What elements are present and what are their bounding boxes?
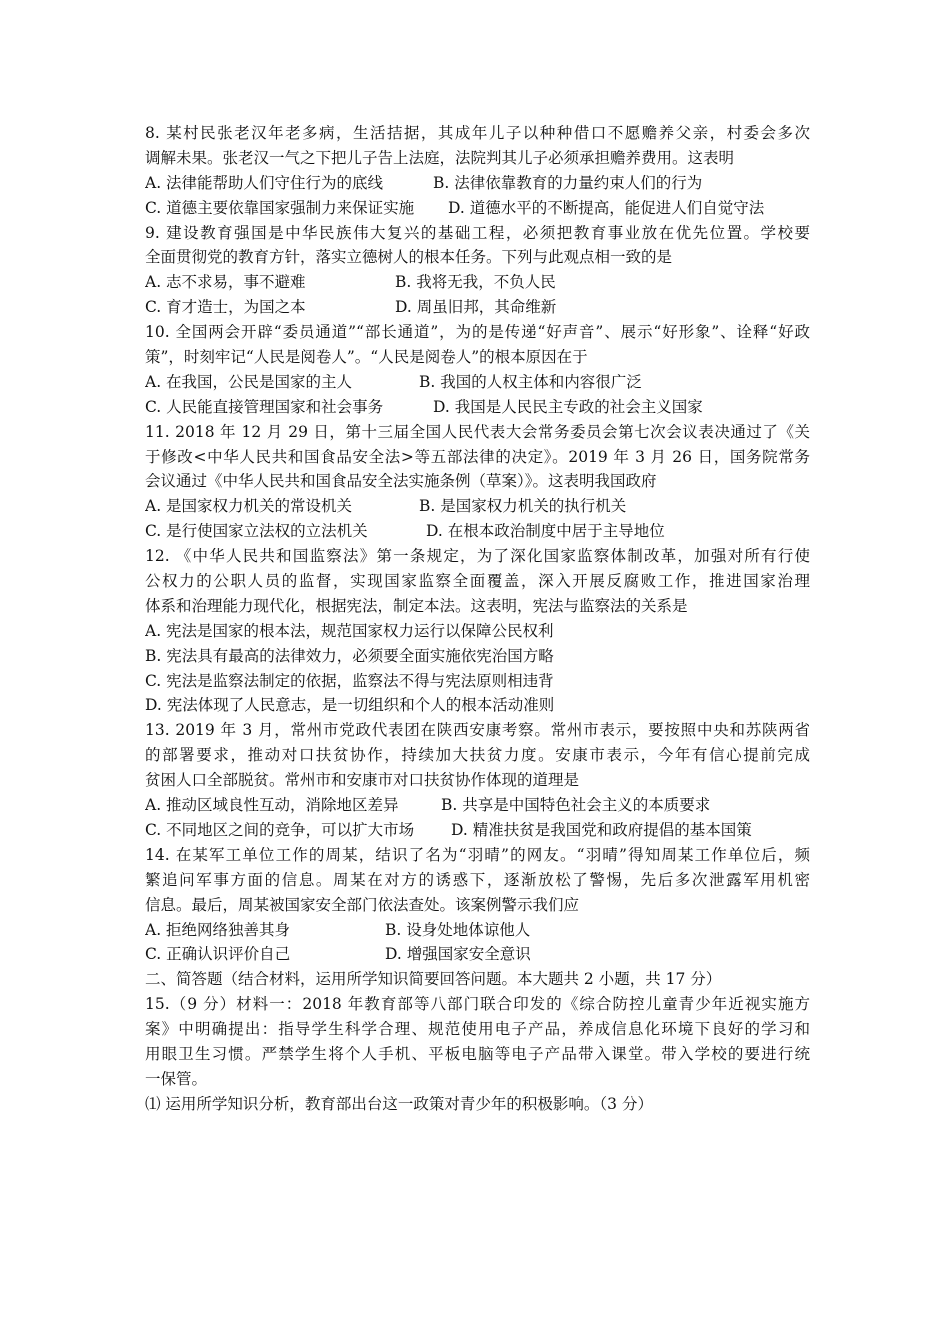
option-row <box>145 942 810 967</box>
question-stem-line: 11. 2018 年 12 月 29 日，第十三届全国人民代表大会常务委员会第七次会议表决通过了《关 <box>145 422 810 441</box>
option-row <box>145 793 810 818</box>
question-stem-line: 全面贯彻党的教育方针，落实立德树人的根本任务。下列与此观点相一致的是 <box>145 248 673 267</box>
material-line: 案》中明确提出：指导学生科学合理、规范使用电子产品，养成信息化环境下良好的学习和 <box>145 1020 810 1039</box>
question-14 <box>145 843 810 967</box>
option-d: D. 宪法体现了人民意志，是一切组织和个人的根本活动准则 <box>145 696 555 715</box>
question-stem-line: 公权力的公职人员的监督，实现国家监察全面覆盖，深入开展反腐败工作，推进国家治理 <box>145 572 810 591</box>
material-line: 15.（9 分）材料一：2018 年教育部等八部门联合印发的《综合防控儿童青少年近视实施方 <box>145 995 810 1014</box>
option-row <box>145 370 810 395</box>
option-b: B. 设身处地体谅他人 <box>385 920 531 939</box>
material-line: 用眼卫生习惯。严禁学生将个人手机、平板电脑等电子产品带入课堂。带入学校的要进行统 <box>145 1044 810 1063</box>
option-a: A. 拒绝网络独善其身 <box>145 920 291 939</box>
question-9 <box>145 221 810 321</box>
option-row <box>145 519 810 544</box>
option-c: C. 道德主要依靠国家强制力来保证实施 <box>145 198 415 217</box>
question-stem-line: 于修改<中华人民共和国食品安全法>等五部法律的决定》。2019 年 3 月 26 日，国务院常务 <box>145 447 810 466</box>
option-b: B. 是国家权力机关的执行机关 <box>419 497 627 516</box>
question-stem-line: 体系和治理能力现代化，根据宪法，制定本法。这表明，宪法与监察法的关系是 <box>145 596 688 615</box>
option-a: A. 推动区域良性互动，消除地区差异 <box>145 796 399 815</box>
option-c: C. 育才造士，为国之本 <box>145 298 306 317</box>
option-a: A. 宪法是国家的根本法，规范国家权力运行以保障公民权利 <box>145 621 554 640</box>
option-row <box>145 494 810 519</box>
option-d: D. 道德水平的不断提高，能促进人们自觉守法 <box>448 198 765 217</box>
question-stem-line: 9. 建设教育强国是中华民族伟大复兴的基础工程，必须把教育事业放在优先位置。学校要 <box>145 223 810 242</box>
question-stem-line: 策”，时刻牢记“人民是阅卷人”。“人民是阅卷人”的根本原因在于 <box>145 348 588 367</box>
option-d: D. 周虽旧邦，其命维新 <box>395 298 557 317</box>
question-15 <box>145 992 810 1116</box>
option-row <box>145 270 810 295</box>
option-d: D. 在根本政治制度中居于主导地位 <box>426 522 665 541</box>
option-d: D. 精准扶贫是我国党和政府提倡的基本国策 <box>451 820 752 839</box>
option-c: C. 不同地区之间的竞争，可以扩大市场 <box>145 820 415 839</box>
question-stem-line: 10. 全国两会开辟“委员通道”“部长通道”，为的是传递“好声音”、展示“好形象”、诠释“好政 <box>145 323 810 342</box>
option-row <box>145 818 810 843</box>
exam-page <box>145 121 810 1117</box>
question-stem-line: 繁追问军事方面的信息。周某在对方的诱惑下，逐渐放松了警惕，先后多次泄露军用机密 <box>145 870 810 889</box>
option-row <box>145 918 810 943</box>
option-row <box>145 171 810 196</box>
question-10 <box>145 320 810 420</box>
question-11 <box>145 420 810 544</box>
option-b: B. 共享是中国特色社会主义的本质要求 <box>441 796 711 815</box>
question-stem-line: 会议通过《中华人民共和国食品安全法实施条例（草案）》。这表明我国政府 <box>145 472 657 491</box>
option-b: B. 我国的人权主体和内容很广泛 <box>419 372 642 391</box>
question-stem-line: 信息。最后，周某被国家安全部门依法查处。该案例警示我们应 <box>145 895 580 914</box>
option-a: A. 在我国，公民是国家的主人 <box>145 372 353 391</box>
option-d: D. 增强国家安全意识 <box>385 945 531 964</box>
question-13 <box>145 718 810 842</box>
question-stem-line: 13. 2019 年 3 月，常州市党政代表团在陕西安康考察。常州市表示，要按照中央和苏陕两省 <box>145 721 810 740</box>
question-12 <box>145 544 810 718</box>
question-stem-line: 12. 《中华人民共和国监察法》第一条规定，为了深化国家监察体制改革，加强对所有行使 <box>145 547 810 566</box>
option-row <box>145 196 810 221</box>
option-row <box>145 295 810 320</box>
question-stem-line: 的部署要求，推动对口扶贫协作，持续加大扶贫力度。安康市表示，今年有信心提前完成 <box>145 746 810 765</box>
option-b: B. 宪法具有最高的法律效力，必须要全面实施依宪治国方略 <box>145 646 554 665</box>
option-c: C. 正确认识评价自己 <box>145 945 291 964</box>
option-c: C. 宪法是监察法制定的依据，监察法不得与宪法原则相违背 <box>145 671 554 690</box>
option-c: C. 是行使国家立法权的立法机关 <box>145 522 368 541</box>
option-a: A. 是国家权力机关的常设机关 <box>145 497 353 516</box>
question-8 <box>145 121 810 221</box>
option-b: B. 我将无我，不负人民 <box>395 273 556 292</box>
question-stem-line: 14. 在某军工单位工作的周某，结识了名为“羽晴”的网友。“羽晴”得知周某工作单位后，频 <box>145 845 810 864</box>
option-c: C. 人民能直接管理国家和社会事务 <box>145 397 384 416</box>
option-row <box>145 395 810 420</box>
option-a: A. 志不求易，事不避难 <box>145 273 306 292</box>
sub-question: ⑴ 运用所学知识分析，教育部出台这一政策对青少年的积极影响。（3 分） <box>145 1094 653 1113</box>
section-heading: 二、简答题（结合材料，运用所学知识简要回答问题。本大题共 2 小题，共 17 分） <box>145 970 722 989</box>
option-d: D. 我国是人民民主专政的社会主义国家 <box>433 397 703 416</box>
option-b: B. 法律依靠教育的力量约束人们的行为 <box>433 173 703 192</box>
option-a: A. 法律能帮助人们守住行为的底线 <box>145 173 384 192</box>
question-stem-line: 调解未果。张老汉一气之下把儿子告上法庭，法院判其儿子必须承担赡养费用。这表明 <box>145 148 735 167</box>
material-line: 一保管。 <box>145 1069 208 1088</box>
question-stem-line: 8. 某村民张老汉年老多病，生活拮据，其成年儿子以种种借口不愿赡养父亲，村委会多次 <box>145 124 810 142</box>
question-stem-line: 贫困人口全部脱贫。常州市和安康市对口扶贫协作体现的道理是 <box>145 771 580 790</box>
